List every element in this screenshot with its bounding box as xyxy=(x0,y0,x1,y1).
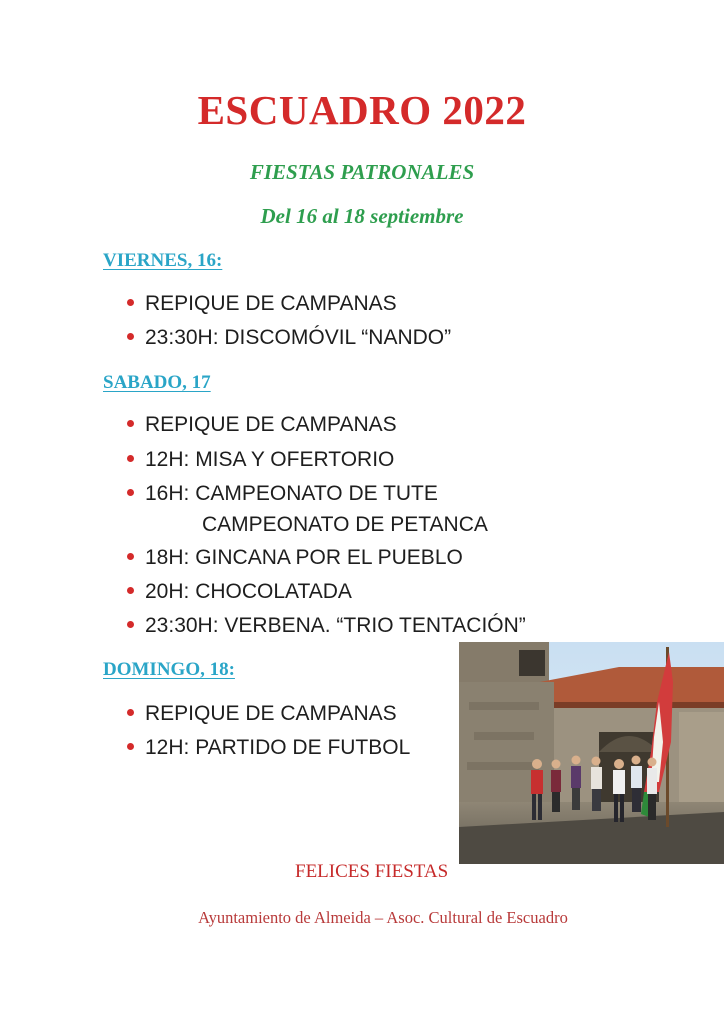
schedule-item-continuation: CAMPEONATO DE PETANCA xyxy=(202,513,488,536)
church-photo xyxy=(459,642,724,864)
day-heading-viernes: VIERNES, 16: xyxy=(103,250,223,271)
day-heading-sabado: SABADO, 17 xyxy=(103,372,211,393)
schedule-item xyxy=(127,292,397,316)
bullet-icon xyxy=(127,455,134,462)
schedule-item-text: 18H: GINCANA POR EL PUEBLO xyxy=(145,546,463,569)
schedule-item xyxy=(127,702,397,726)
bullet-icon xyxy=(127,621,134,628)
schedule-item-text: 16H: CAMPEONATO DE TUTE xyxy=(145,482,438,505)
schedule-item-text: 20H: CHOCOLATADA xyxy=(145,580,352,603)
page-subtitle: FIESTAS PATRONALES xyxy=(249,160,475,184)
schedule-item-text: 12H: PARTIDO DE FUTBOL xyxy=(145,736,411,759)
bullet-icon xyxy=(127,553,134,560)
schedule-item-text: 23:30H: DISCOMÓVIL “NANDO” xyxy=(145,326,452,349)
schedule-item xyxy=(127,413,397,437)
page-title: ESCUADRO 2022 xyxy=(197,87,527,133)
schedule-item xyxy=(127,482,438,506)
schedule-item xyxy=(127,326,451,350)
bullet-icon xyxy=(127,743,134,750)
footer-organizers: Ayuntamiento de Almeida – Asoc. Cultural de Escuadro xyxy=(198,908,568,927)
footer-greeting: FELICES FIESTAS xyxy=(295,861,449,882)
schedule-item-text: 23:30H: VERBENA. “TRIO TENTACIÓN” xyxy=(145,614,526,637)
date-range: Del 16 al 18 septiembre xyxy=(260,204,464,228)
schedule-item xyxy=(127,580,352,604)
bullet-icon xyxy=(127,587,134,594)
schedule-item xyxy=(127,546,463,570)
schedule-item xyxy=(127,736,410,760)
schedule-item-text: REPIQUE DE CAMPANAS xyxy=(145,702,397,725)
schedule-item-text: 12H: MISA Y OFERTORIO xyxy=(145,448,395,471)
bullet-icon xyxy=(127,489,134,496)
bullet-icon xyxy=(127,709,134,716)
bullet-icon xyxy=(127,333,134,340)
schedule-item-text: REPIQUE DE CAMPANAS xyxy=(145,413,397,436)
schedule-item xyxy=(127,448,394,472)
bullet-icon xyxy=(127,299,134,306)
bullet-icon xyxy=(127,420,134,427)
day-heading-domingo: DOMINGO, 18: xyxy=(103,659,235,680)
schedule-item xyxy=(127,614,526,638)
schedule-item-text: REPIQUE DE CAMPANAS xyxy=(145,292,397,315)
